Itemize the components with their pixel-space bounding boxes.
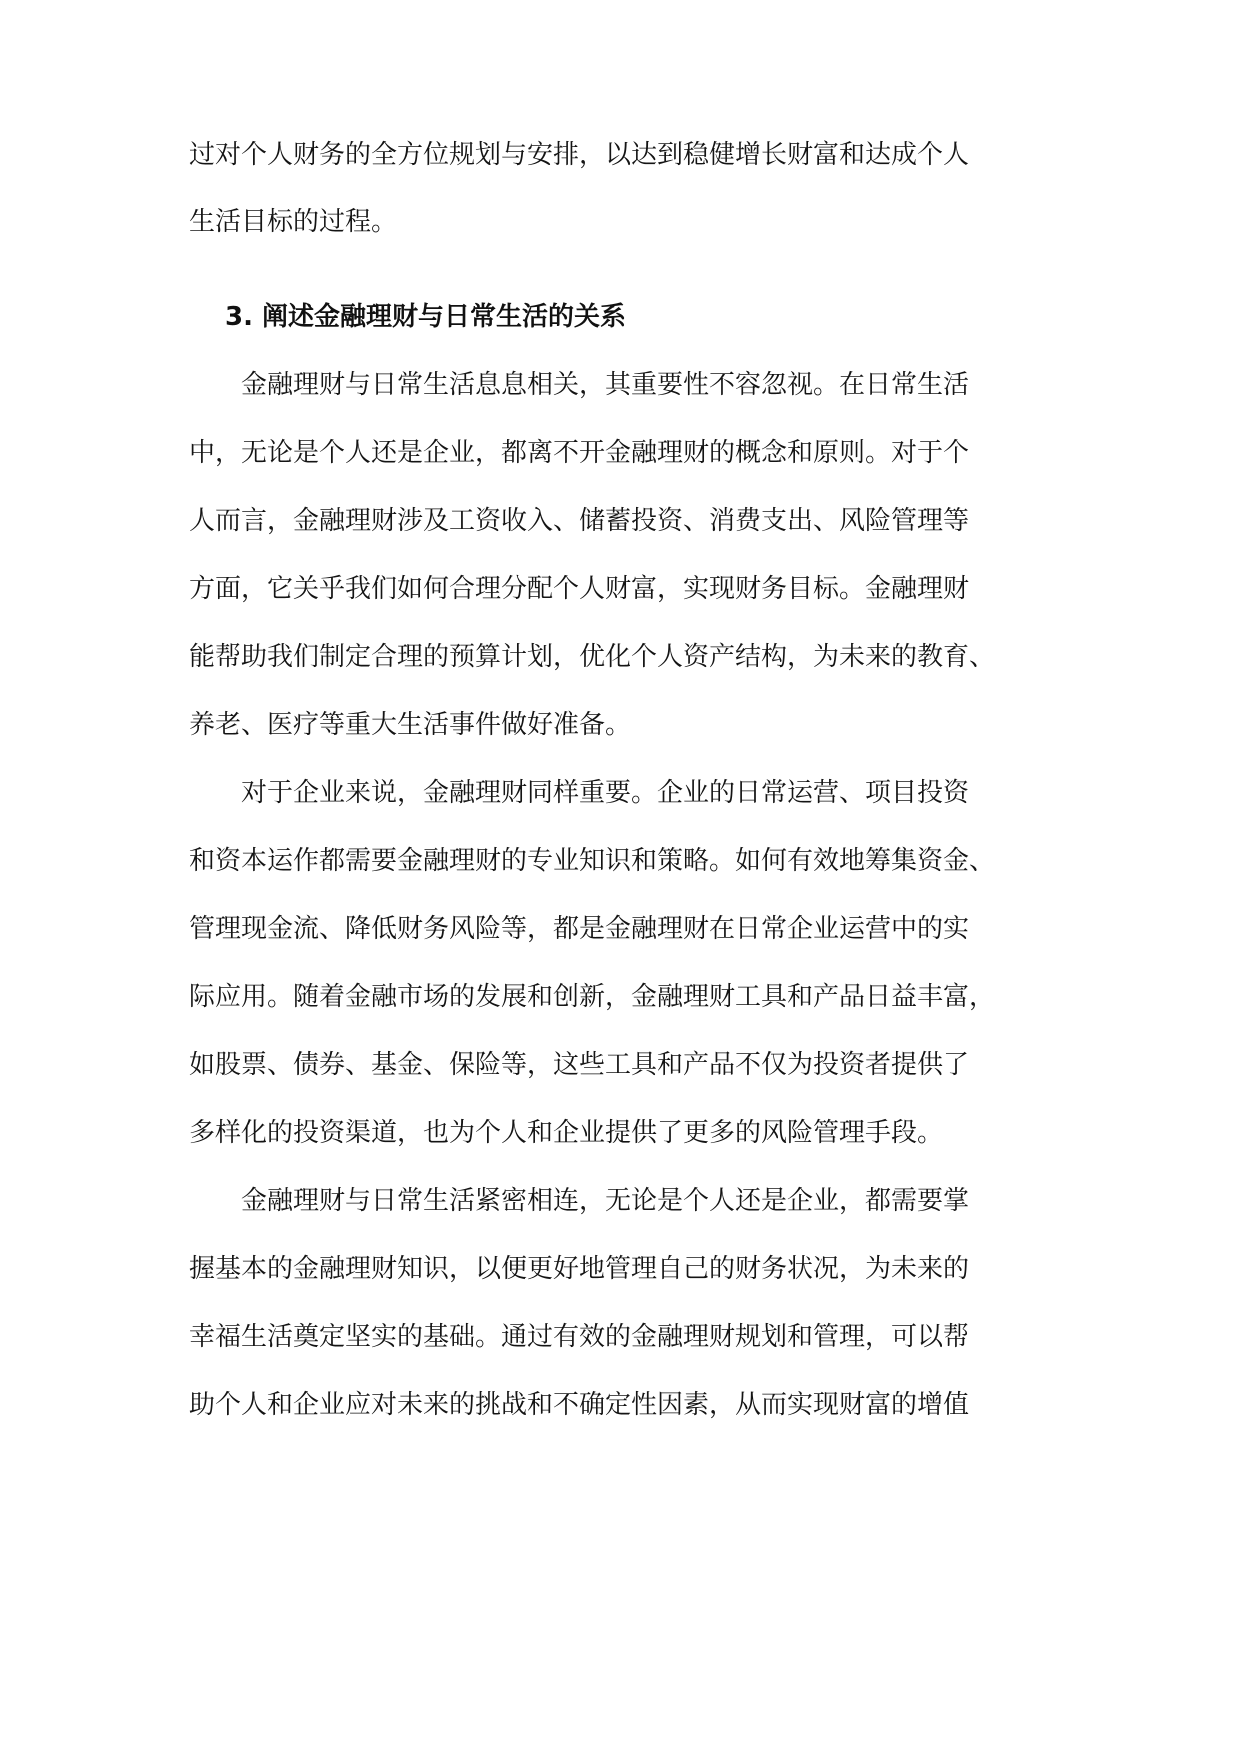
paragraph-2-line-3: 管理现金流、降低财务风险等，都是金融理财在日常企业运营中的实 [189,914,970,944]
paragraph-2-line-2: 和资本运作都需要金融理财的专业知识和策略。如何有效地筹集资金、 [189,846,996,876]
paragraph-1-line-5: 能帮助我们制定合理的预算计划，优化个人资产结构，为未来的教育、 [189,642,996,672]
paragraph-1-line-1: 金融理财与日常生活息息相关，其重要性不容忽视。在日常生活 [241,370,970,400]
paragraph-2-line-4: 际应用。随着金融市场的发展和创新，金融理财工具和产品日益丰富， [189,982,996,1012]
paragraph-1-line-4: 方面，它关乎我们如何合理分配个人财富，实现财务目标。金融理财 [189,574,970,604]
paragraph-2-line-5: 如股票、债券、基金、保险等，这些工具和产品不仅为投资者提供了 [189,1050,970,1080]
paragraph-3-line-1: 金融理财与日常生活紧密相连，无论是个人还是企业，都需要掌 [241,1186,970,1216]
paragraph-1-line-2: 中，无论是个人还是企业，都离不开金融理财的概念和原则。对于个 [189,438,970,468]
paragraph-3-line-4: 助个人和企业应对未来的挑战和不确定性因素，从而实现财富的增值 [189,1390,970,1420]
paragraph-2-line-1: 对于企业来说，金融理财同样重要。企业的日常运营、项目投资 [241,778,970,808]
intro-line-1: 过对个人财务的全方位规划与安排，以达到稳健增长财富和达成个人 [189,140,970,170]
paragraph-2-line-6: 多样化的投资渠道，也为个人和企业提供了更多的风险管理手段。 [189,1118,944,1148]
paragraph-1-line-6: 养老、医疗等重大生活事件做好准备。 [189,710,632,740]
paragraph-3-line-2: 握基本的金融理财知识，以便更好地管理自己的财务状况，为未来的 [189,1254,970,1284]
paragraph-1-line-3: 人而言，金融理财涉及工资收入、储蓄投资、消费支出、风险管理等 [189,506,970,536]
paragraph-3-line-3: 幸福生活奠定坚实的基础。通过有效的金融理财规划和管理，可以帮 [189,1322,970,1352]
section-heading: 3. 阐述金融理财与日常生活的关系 [225,302,627,332]
intro-line-2: 生活目标的过程。 [189,207,398,237]
